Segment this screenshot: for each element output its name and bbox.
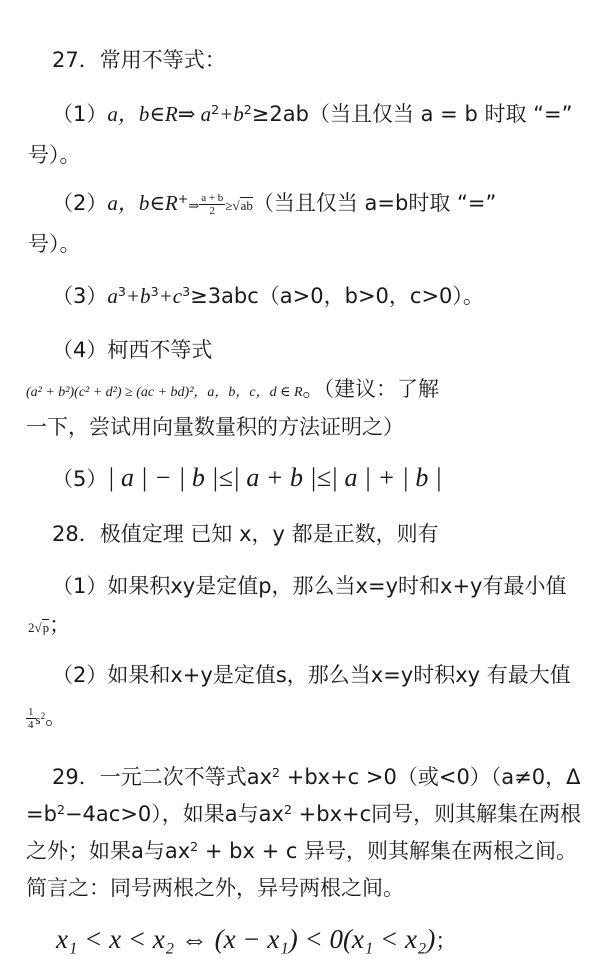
note-text: （建议：了解 [323,377,440,401]
exponent: 2 [283,802,292,818]
item-27-2 [52,188,496,221]
formula-text: +b [219,102,244,126]
section-27-heading [52,45,226,75]
exponent: 3 [150,284,159,300]
item-28-2 [52,660,571,690]
exponent: 2 [243,102,252,118]
item-number: （2） [52,191,108,215]
sqrt [35,619,50,635]
fraction [199,192,225,217]
item-27-2-cont [28,229,81,259]
item-27-3 [52,281,484,311]
section-29-line-1 [52,762,581,792]
exponent: 2 [211,102,220,118]
fraction-numerator: 1 [28,705,34,718]
coefficient: 2 [28,620,35,635]
paragraph-text: 29．一元二次不等式ax [52,765,273,789]
exponent: 3 [182,284,191,300]
section-28-heading [52,519,439,549]
item-27-4 [52,335,212,365]
item-text: 如果积xy是定值p，那么当x=y时和x+y有最小值 [107,574,567,598]
punctuation: 。 [302,377,324,401]
paragraph-text: + bx + c 异号，则其解集在两根之间。 [198,839,578,863]
paragraph-text: −4ac>0），如果a与ax [64,802,284,826]
fraction-numerator: a + b [201,191,224,204]
formula-text: +c [158,284,183,308]
item-27-5 [52,463,442,494]
paragraph-text: 之外；如果a与ax [26,839,191,863]
item-27-1-cont [28,140,81,170]
item-28-2-value [26,702,66,735]
section-29-line-3 [26,836,577,866]
exponent: 2 [272,765,281,781]
triangle-inequality-formula: | a | − | b |≤| a + b |≤| a | + | b | [107,463,443,492]
continuation-text: 号）。 [28,232,81,256]
sqrt-icon: √ [34,620,42,635]
punctuation: 。 [45,705,67,729]
formula-text: ≥2ab（当且仅当 a = b 时取 “=” [251,102,573,126]
item-27-4-formula-line [26,374,439,408]
cauchy-formula: (a² + b²)(c² + d²) ≥ (ac + bd)²，a，b，c，d ∈ R [26,385,303,400]
section-29-line-2 [26,799,581,829]
section-29-line-4 [26,873,404,903]
item-28-1 [52,571,566,601]
item-28-1-value [28,610,70,643]
heading-text: 28．极值定理 已知 x，y 都是正数，则有 [52,522,439,546]
item-number: （5） [52,467,108,491]
exponent: 2 [190,839,199,855]
paragraph-text: +bx+c同号，则其解集在两根 [291,802,582,826]
formula-text: a，b∈R⇒ a [107,102,212,126]
paragraph-text: 简言之：同号两根之外，异号两根之间。 [26,876,404,900]
item-label: 柯西不等式 [107,338,213,362]
formula-text: a，b∈R [107,191,178,215]
section-29-formula [56,922,456,958]
formula-text: a [107,284,118,308]
superscript: + [177,191,189,207]
item-number: （4） [52,338,108,362]
formula-text: +b [125,284,151,308]
exponent: 2 [40,711,46,722]
continuation-text: 号）。 [28,143,81,167]
item-27-4-note [26,412,404,442]
exponent: 3 [117,284,126,300]
item-number: （1） [52,574,108,598]
item-27-1 [52,99,572,129]
paragraph-text: +bx+c >0（或<0）（a≠0，Δ [280,765,581,789]
arrow-icon: ⇒ [188,198,200,213]
item-number: （2） [52,663,108,687]
item-number: （1） [52,102,108,126]
item-number: （3） [52,284,108,308]
interval-formula: x₁ < x < x₂ ⇔ (x − x₁) < 0(x₁ < x₂) [56,924,436,954]
sqrt [232,197,252,213]
heading-text: 27．常用不等式： [52,48,226,72]
radicand: ab [240,198,253,213]
formula-text: （当且仅当 a=b时取 “=” [252,191,497,215]
variable: s [35,712,41,727]
fraction-denominator: 2 [209,204,216,217]
fraction [26,706,36,731]
punctuation: ； [435,929,457,953]
item-text: 如果和x+y是定值s，那么当x=y时积xy 有最大值 [107,663,571,687]
paragraph-text: =b [26,802,57,826]
sqrt-icon: √ [232,198,240,213]
punctuation: ； [49,613,71,637]
formula-text: ≥3abc（a>0，b>0，c>0）。 [190,284,484,308]
fraction-denominator: 4 [28,718,34,731]
radicand: p [42,620,50,635]
note-text: 一下，尝试用向量数量积的方法证明之） [26,415,404,439]
geq-sign: ≥ [225,198,233,213]
exponent: 2 [56,802,65,818]
